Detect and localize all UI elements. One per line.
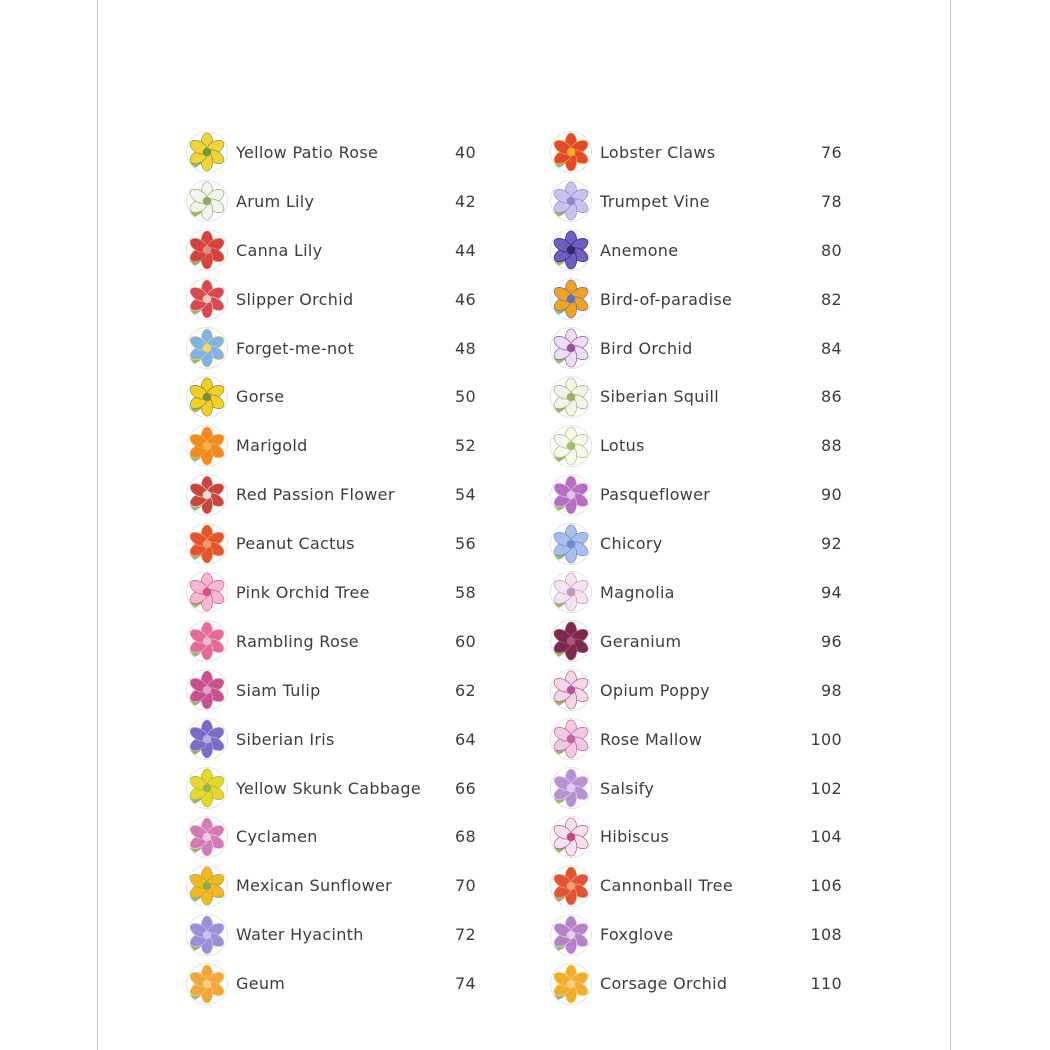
entry-title: Salsify	[600, 778, 655, 798]
entry-page-number: 86	[821, 387, 842, 407]
contents-entry	[550, 421, 842, 470]
contents-column-right	[550, 128, 842, 1008]
entry-page-number: 46	[455, 289, 476, 309]
contents-entry	[186, 275, 476, 324]
contents-entry	[550, 275, 842, 324]
entry-page-number: 110	[810, 974, 842, 994]
rambling-rose-icon	[186, 620, 228, 662]
cannonball-tree-icon	[550, 865, 592, 907]
contents-entry	[550, 470, 842, 519]
entry-title: Yellow Patio Rose	[236, 142, 379, 162]
bird-of-paradise-icon	[550, 278, 592, 320]
arum-lily-icon	[186, 180, 228, 222]
entry-page-number: 66	[455, 778, 476, 798]
entry-page-number: 84	[821, 338, 842, 358]
red-passion-flower-icon	[186, 474, 228, 516]
entry-page-number: 72	[455, 925, 476, 945]
rose-mallow-icon	[550, 718, 592, 760]
lobster-claws-icon	[550, 131, 592, 173]
entry-title: Corsage Orchid	[600, 974, 728, 994]
contents-entry	[550, 861, 842, 910]
contents-entry	[186, 568, 476, 617]
entry-page-number: 44	[455, 240, 476, 260]
opium-poppy-icon	[550, 669, 592, 711]
entry-title: Slipper Orchid	[236, 289, 354, 309]
siam-tulip-icon	[186, 669, 228, 711]
entry-page-number: 74	[455, 974, 476, 994]
water-hyacinth-icon	[186, 914, 228, 956]
contents-entry	[186, 519, 476, 568]
entry-title: Cannonball Tree	[600, 876, 733, 896]
contents-entry	[550, 226, 842, 275]
contents-entry	[186, 812, 476, 861]
entry-title: Lobster Claws	[600, 142, 716, 162]
magnolia-icon	[550, 571, 592, 613]
entry-title: Hibiscus	[600, 827, 670, 847]
entry-page-number: 98	[821, 680, 842, 700]
entry-page-number: 68	[455, 827, 476, 847]
pasqueflower-icon	[550, 474, 592, 516]
entry-title: Geranium	[600, 631, 682, 651]
bird-orchid-icon	[550, 327, 592, 369]
contents-entry	[550, 568, 842, 617]
entry-title: Geum	[236, 974, 286, 994]
contents-entry	[550, 959, 842, 1008]
entry-title: Pasqueflower	[600, 485, 711, 505]
entry-page-number: 92	[821, 534, 842, 554]
entry-title: Lotus	[600, 436, 645, 456]
lotus-icon	[550, 425, 592, 467]
contents-entry	[186, 617, 476, 666]
contents-entry	[186, 324, 476, 373]
entry-page-number: 106	[810, 876, 842, 896]
entry-title: Cyclamen	[236, 827, 318, 847]
forget-me-not-icon	[186, 327, 228, 369]
contents-entry	[550, 764, 842, 813]
entry-title: Bird-of-paradise	[600, 289, 733, 309]
hibiscus-icon	[550, 816, 592, 858]
entry-page-number: 60	[455, 631, 476, 651]
entry-page-number: 94	[821, 582, 842, 602]
entry-page-number: 56	[455, 534, 476, 554]
entry-page-number: 42	[455, 191, 476, 211]
entry-page-number: 64	[455, 729, 476, 749]
entry-page-number: 104	[810, 827, 842, 847]
contents-entry	[186, 959, 476, 1008]
slipper-orchid-icon	[186, 278, 228, 320]
contents-entry	[186, 715, 476, 764]
contents-entry	[186, 861, 476, 910]
contents-entry	[186, 470, 476, 519]
entry-page-number: 90	[821, 485, 842, 505]
entry-page-number: 88	[821, 436, 842, 456]
entry-page-number: 76	[821, 142, 842, 162]
siberian-iris-icon	[186, 718, 228, 760]
entry-title: Marigold	[236, 436, 308, 456]
entry-title: Chicory	[600, 534, 663, 554]
entry-page-number: 58	[455, 582, 476, 602]
yellow-patio-rose-icon	[186, 131, 228, 173]
entry-title: Anemone	[600, 240, 679, 260]
contents-entry	[550, 324, 842, 373]
entry-page-number: 62	[455, 680, 476, 700]
trumpet-vine-icon	[550, 180, 592, 222]
peanut-cactus-icon	[186, 523, 228, 565]
marigold-icon	[186, 425, 228, 467]
entry-title: Mexican Sunflower	[236, 876, 393, 896]
entry-title: Canna Lily	[236, 240, 323, 260]
entry-page-number: 52	[455, 436, 476, 456]
entry-title: Siam Tulip	[236, 680, 321, 700]
pink-orchid-tree-icon	[186, 571, 228, 613]
contents-entry	[550, 715, 842, 764]
chicory-icon	[550, 523, 592, 565]
entry-page-number: 40	[455, 142, 476, 162]
cyclamen-icon	[186, 816, 228, 858]
entry-title: Siberian Squill	[600, 387, 719, 407]
contents-entry	[186, 226, 476, 275]
contents-entry	[186, 421, 476, 470]
contents-entry	[186, 666, 476, 715]
entry-title: Red Passion Flower	[236, 485, 395, 505]
entry-page-number: 82	[821, 289, 842, 309]
geranium-icon	[550, 620, 592, 662]
salsify-icon	[550, 767, 592, 809]
entry-page-number: 48	[455, 338, 476, 358]
entry-page-number: 102	[810, 778, 842, 798]
canna-lily-icon	[186, 229, 228, 271]
contents-entry	[550, 666, 842, 715]
entry-title: Arum Lily	[236, 191, 315, 211]
contents-entry	[550, 812, 842, 861]
entry-page-number: 50	[455, 387, 476, 407]
mexican-sunflower-icon	[186, 865, 228, 907]
siberian-squill-icon	[550, 376, 592, 418]
entry-page-number: 54	[455, 485, 476, 505]
entry-title: Siberian Iris	[236, 729, 335, 749]
entry-title: Magnolia	[600, 582, 675, 602]
contents-entry	[550, 519, 842, 568]
anemone-icon	[550, 229, 592, 271]
entry-title: Foxglove	[600, 925, 674, 945]
entry-page-number: 70	[455, 876, 476, 896]
contents-entry	[186, 372, 476, 421]
entry-title: Trumpet Vine	[600, 191, 710, 211]
contents-entry	[550, 177, 842, 226]
contents-entry	[550, 128, 842, 177]
contents-entry	[186, 910, 476, 959]
entry-page-number: 108	[810, 925, 842, 945]
entry-title: Rambling Rose	[236, 631, 359, 651]
contents-entry	[550, 910, 842, 959]
entry-title: Gorse	[236, 387, 285, 407]
entry-title: Bird Orchid	[600, 338, 693, 358]
contents-column-left	[186, 128, 476, 1008]
entry-page-number: 96	[821, 631, 842, 651]
contents-entry	[186, 177, 476, 226]
entry-page-number: 100	[810, 729, 842, 749]
entry-title: Yellow Skunk Cabbage	[236, 778, 421, 798]
entry-page-number: 78	[821, 191, 842, 211]
entry-title: Peanut Cactus	[236, 534, 355, 554]
contents-entry	[550, 372, 842, 421]
contents-entry	[186, 764, 476, 813]
gorse-icon	[186, 376, 228, 418]
corsage-orchid-icon	[550, 963, 592, 1005]
contents-entry	[186, 128, 476, 177]
foxglove-icon	[550, 914, 592, 956]
entry-title: Water Hyacinth	[236, 925, 364, 945]
entry-title: Forget-me-not	[236, 338, 355, 358]
geum-icon	[186, 963, 228, 1005]
entry-page-number: 80	[821, 240, 842, 260]
yellow-skunk-cabbage-icon	[186, 767, 228, 809]
entry-title: Rose Mallow	[600, 729, 703, 749]
entry-title: Pink Orchid Tree	[236, 582, 370, 602]
contents-entry	[550, 617, 842, 666]
entry-title: Opium Poppy	[600, 680, 710, 700]
